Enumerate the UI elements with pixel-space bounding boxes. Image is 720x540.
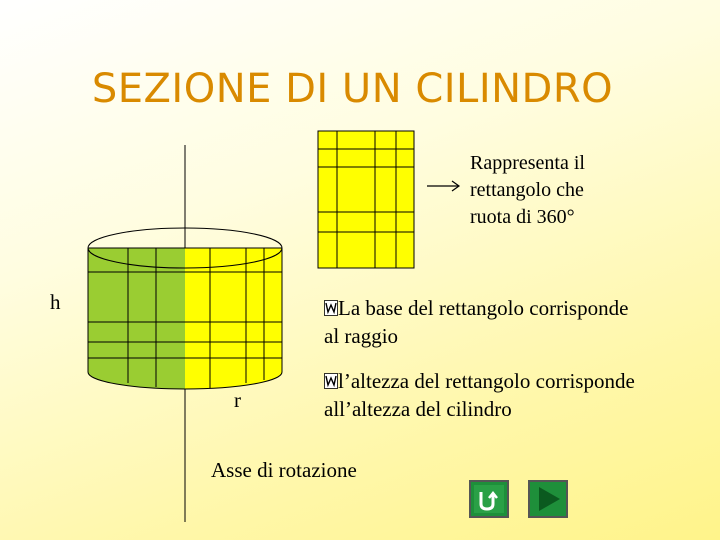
bullet-icon <box>324 300 338 316</box>
note-line: rettangolo che <box>470 179 584 201</box>
note-text <box>470 150 585 231</box>
bullet-item-2 <box>324 367 714 423</box>
cylinder-right-half <box>185 248 282 389</box>
bullet-2-line: all’altezza del cilindro <box>324 397 512 421</box>
next-button[interactable] <box>528 480 568 518</box>
axis-label: Asse di rotazione <box>211 458 357 482</box>
slide-title: SEZIONE DI UN CILINDRO <box>91 66 614 112</box>
note-line: ruota di 360° <box>470 206 575 228</box>
arrow-icon <box>427 181 459 191</box>
note-line: Rappresenta il <box>470 152 585 174</box>
rotating-rectangle <box>318 131 414 268</box>
play-triangle-icon <box>530 482 566 516</box>
label-h: h <box>50 290 61 314</box>
bullet-item-1 <box>324 294 704 350</box>
label-r: r <box>234 388 241 412</box>
u-turn-icon <box>471 482 507 516</box>
return-button[interactable] <box>469 480 509 518</box>
bullet-icon <box>324 373 338 389</box>
bullet-2-line: l’altezza del rettangolo corrisponde <box>338 369 635 393</box>
cylinder-left-half <box>88 248 185 389</box>
bullet-1-line: al raggio <box>324 324 399 348</box>
cylinder <box>88 228 282 389</box>
bullet-1-line: La base del rettangolo corrisponde <box>338 296 629 320</box>
